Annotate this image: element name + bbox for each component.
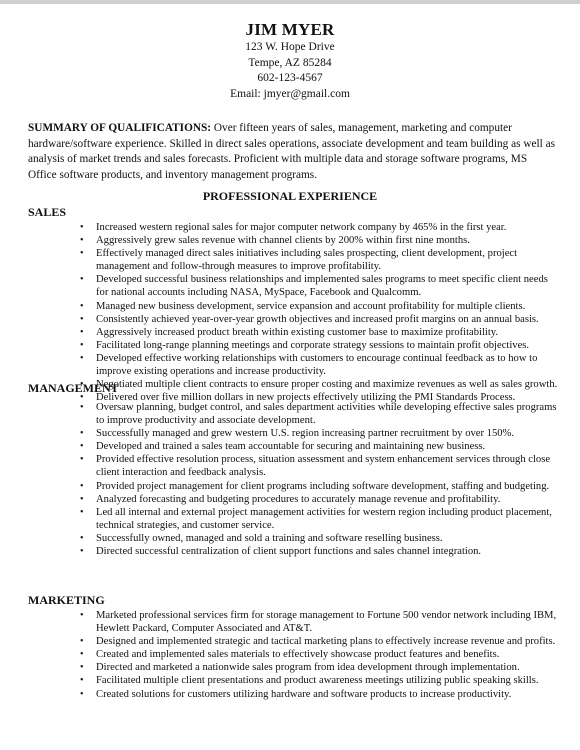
list-item: • Successfully owned, managed and sold a training and software reselling business. [78,532,558,545]
list-item: • Directed and marketed a nationwide sales program from idea development through implementation. [78,661,558,674]
list-item: • Effectively managed direct sales initiatives including sales prospecting, client development, project management and follow-through measures to improve profitability. [78,247,558,273]
list-item: • Created and implemented sales materials to effectively showcase product features and benefits. [78,648,558,661]
management-bullet-list [78,401,558,558]
list-item: • Increased western regional sales for major computer network company by 465% in the first year. [78,221,558,234]
contact-header [0,20,580,102]
marketing-bullet-list [78,609,558,701]
list-item: • Developed successful business relationships and implemented sales programs to meet specific client needs for national accounts including NASA, MySpace, Facebook and Qualcomm. [78,273,558,299]
list-item: • Marketed professional services firm for storage management to Fortune 500 vendor network including IBM, Hewlett Packard, Computer Associated and AT&T. [78,609,558,635]
address-line-1: 123 W. Hope Drive [245,41,335,53]
candidate-name: JIM MYER [245,20,335,39]
address-line-2: Tempe, AZ 85284 [248,56,332,69]
section-title-marketing: MARKETING [28,593,105,607]
list-item: • Aggressively increased product breath within existing customer base to maximize profitability. [78,326,558,339]
list-item: • Analyzed forecasting and budgeting procedures to accurately manage revenue and profitability. [78,493,558,506]
sales-bullet-list [78,221,558,404]
list-item: • Negotiated multiple client contracts to ensure proper costing and maximize revenues as well as sales growth. [78,378,558,391]
top-border [0,0,580,4]
list-item: • Led all internal and external project management activities for western region including product placement, technical strategies, and customer service. [78,506,558,532]
section-title-sales: SALES [28,205,67,219]
email-address: Email: jmyer@gmail.com [230,87,350,100]
list-item: • Facilitated multiple client presentations and product awareness meetings utilizing public speaking skills. [78,674,558,687]
list-item: • Provided project management for client programs including software development, staffing and budgeting. [78,480,558,493]
list-item: • Developed effective working relationships with customers to encourage continual feedback as to how to improve existing operations and increase productivity. [78,352,558,378]
list-item: • Consistently achieved year-over-year growth objectives and increased profit margins on an annual basis. [78,313,558,326]
list-item: • Provided effective resolution process, situation assessment and system enhancement services through close client interaction and feedback analysis. [78,453,558,479]
summary-label: SUMMARY OF QUALIFICATIONS: [28,122,212,134]
list-item: • Created solutions for customers utilizing hardware and software products to increase productivity. [78,688,558,701]
list-item: • Oversaw planning, budget control, and sales department activities while developing effective sales programs to improve productivity and associate development. [78,401,558,427]
phone-number: 602-123-4567 [257,72,323,84]
professional-experience-heading: PROFESSIONAL EXPERIENCE [202,189,378,203]
summary-of-qualifications [28,121,556,183]
list-item: • Managed new business development, service expansion and account profitability for multiple clients. [78,300,558,313]
list-item: • Developed and trained a sales team accountable for securing and maintaining new business. [78,440,558,453]
list-item: • Facilitated long-range planning meetings and corporate strategy sessions to maintain profit objectives. [78,339,558,352]
list-item: • Directed successful centralization of client support functions and sales channel integration. [78,545,558,558]
list-item: • Designed and implemented strategic and tactical marketing plans to effectively increase revenue and profits. [78,635,558,648]
list-item: • Delivered over five million dollars in new projects effectively utilizing the PMI Standards Process. [78,391,558,404]
list-item: • Successfully managed and grew western U.S. region increasing partner recruitment by over 150%. [78,427,558,440]
summary-text: Over fifteen years of sales, management, marketing and computer hardware/software experience. Skilled in direct sales operations, associate development and team building as well as analysis of market trends and sales forecasts. Proficient with multiple data and storage software programs, MS Office software products, and inventory management programs. [28,122,556,181]
section-title-management: MANAGEMENT [28,381,119,395]
list-item: • Aggressively grew sales revenue with channel clients by 200% within first nine months. [78,234,558,247]
